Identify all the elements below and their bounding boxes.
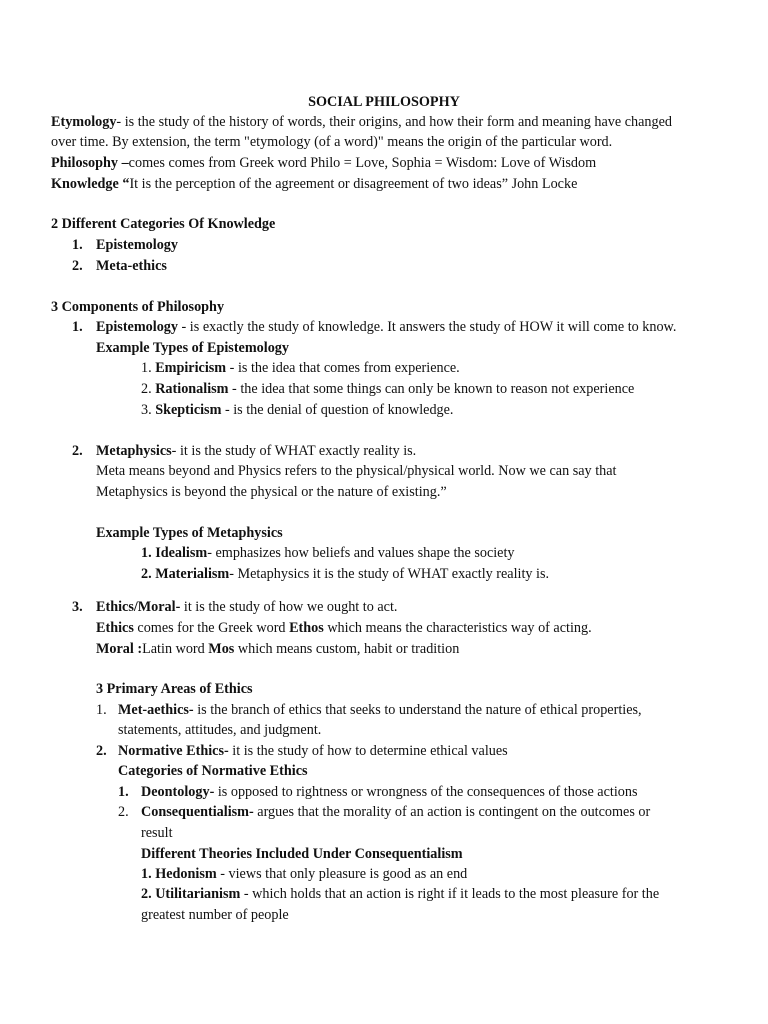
type-term: 1. Idealism [141, 545, 208, 561]
ethics-item [96, 598, 397, 616]
components-heading-text: 3 Components of Philosophy [51, 299, 225, 315]
knowledge-definition [51, 175, 577, 193]
metaphysics-term: Metaphysics [96, 443, 172, 459]
type-term: Skepticism [155, 402, 222, 418]
consequentialism-term: Consequentialism- [141, 804, 254, 820]
ethics-text: it is the study of how we ought to act. [180, 599, 398, 615]
deontology-text: is opposed to rightness or wrongness of the consequences of those actions [214, 784, 638, 800]
metaethics-term: Met-aethics- [118, 702, 194, 718]
category-item-label [96, 257, 167, 275]
list-number-text: 2. [96, 743, 107, 759]
categories-heading [51, 215, 275, 233]
components-heading [51, 298, 224, 316]
metaphysics-text: - it is the study of WHAT exactly reality is. [171, 443, 417, 459]
ethics-line3 [96, 640, 459, 658]
etymology-term: Etymology [51, 114, 117, 130]
areas-heading [96, 680, 253, 698]
type-text: - emphasizes how beliefs and values shape the society [207, 545, 515, 561]
philosophy-text: comes comes from Greek word Philo = Love, Sophia = Wisdom: Love of Wisdom [128, 155, 597, 171]
list-number: 1. [72, 237, 83, 253]
metaphysics-line2: Meta means beyond and Physics refers to the physical/physical world. Now we can say that [96, 463, 617, 479]
list-number [96, 742, 107, 760]
ethics-text2: comes for the Greek word [133, 620, 290, 636]
list-number: 3. [141, 402, 156, 418]
normative-categories-heading-text: Categories of Normative Ethics [118, 763, 308, 779]
epistemology-type [141, 380, 634, 398]
philosophy-term: Philosophy – [51, 155, 129, 171]
normative-ethics-text: it is the study of how to determine ethical values [228, 743, 508, 759]
type-text: - the idea that some things can only be known to reason not experience [228, 381, 635, 397]
type-text: - Metaphysics it is the study of WHAT exactly reality is. [229, 566, 550, 582]
etymology-text-line2: over time. By extension, the term "etymology (of a word)" means the origin of the particular word. [51, 134, 613, 150]
consequentialism-item [141, 803, 650, 821]
metaphysics-line3: Metaphysics is beyond the physical or the nature of existing.” [96, 484, 447, 500]
etymology-text: - is the study of the history of words, their origins, and how their form and meaning have changed [116, 114, 672, 130]
normative-ethics-term: Normative Ethics- [118, 743, 229, 759]
deontology-item [141, 783, 637, 801]
page-title: SOCIAL PHILOSOPHY [308, 94, 460, 110]
type-term: 2. Materialism [141, 566, 230, 582]
epistemology-types-heading [96, 339, 289, 357]
normative-categories-heading [118, 762, 308, 780]
epistemology-type [141, 359, 460, 377]
list-number-text: 2. [72, 443, 83, 459]
list-number [72, 318, 83, 336]
moral-text: Latin word [142, 641, 209, 657]
ethics-term2: Ethics [96, 620, 134, 636]
consequentialism-line2: result [141, 825, 173, 841]
consequentialism-text: argues that the morality of an action is contingent on the outcomes or [253, 804, 651, 820]
category-item-label [96, 236, 178, 254]
areas-heading-text: 3 Primary Areas of Ethics [96, 681, 253, 697]
list-number: 2. [141, 381, 156, 397]
list-number-text: 1. [72, 319, 83, 335]
epistemology-type [141, 401, 453, 419]
category-label: Epistemology [96, 237, 178, 253]
category-item [72, 257, 83, 275]
list-number: 2. [72, 258, 83, 274]
metaphysics-type [141, 565, 549, 583]
categories-heading-text: 2 Different Categories Of Knowledge [51, 216, 276, 232]
hedonism-term: 1. Hedonism [141, 866, 217, 882]
list-number [72, 598, 83, 616]
ethics-term: Ethics/Moral- [96, 599, 181, 615]
ethos-text: which means the characteristics way of acting. [323, 620, 592, 636]
metaethics-line2: statements, attitudes, and judgment. [118, 722, 322, 738]
metaethics-item [118, 701, 642, 719]
deontology-term: Deontology- [141, 784, 215, 800]
hedonism-item [141, 865, 467, 883]
category-item [72, 236, 83, 254]
list-number: 1. [96, 702, 107, 718]
list-number: 1. [141, 360, 156, 376]
list-number [118, 783, 129, 801]
metaphysics-item [96, 442, 416, 460]
metaphysics-types-heading-text: Example Types of Metaphysics [96, 525, 283, 541]
hedonism-text: - views that only pleasure is good as an end [216, 866, 468, 882]
epistemology-text: - is exactly the study of knowledge. It answers the study of HOW it will come to know. [177, 319, 677, 335]
epistemology-item [96, 318, 676, 336]
ethics-line2 [96, 619, 592, 637]
theories-heading [141, 845, 463, 863]
knowledge-term: Knowledge “ [51, 176, 130, 192]
moral-term: Moral : [96, 641, 143, 657]
utilitarianism-text: - which holds that an action is right if it leads to the most pleasure for the [240, 886, 660, 902]
ethos-term: Ethos [289, 620, 324, 636]
philosophy-definition [51, 154, 596, 172]
epistemology-term: Epistemology [96, 319, 178, 335]
list-number-text: 3. [72, 599, 83, 615]
list-number: 2. [118, 804, 129, 820]
epistemology-types-heading-text: Example Types of Epistemology [96, 340, 289, 356]
type-term: Empiricism [155, 360, 227, 376]
metaethics-text: is the branch of ethics that seeks to understand the nature of ethical properties, [193, 702, 642, 718]
metaphysics-types-heading [96, 524, 283, 542]
utilitarianism-term: 2. Utilitarianism [141, 886, 241, 902]
utilitarianism-item [141, 885, 659, 903]
category-label: Meta-ethics [96, 258, 167, 274]
utilitarianism-line2: greatest number of people [141, 907, 289, 923]
type-term: Rationalism [155, 381, 229, 397]
mos-term: Mos [208, 641, 235, 657]
list-number [72, 442, 83, 460]
theories-heading-text: Different Theories Included Under Consequentialism [141, 846, 463, 862]
normative-ethics-item [118, 742, 508, 760]
type-text: - is the denial of question of knowledge. [221, 402, 454, 418]
knowledge-text: It is the perception of the agreement or disagreement of two ideas” John Locke [129, 176, 578, 192]
etymology-definition [51, 113, 672, 131]
list-number-text: 1. [118, 784, 129, 800]
type-text: - is the idea that comes from experience. [226, 360, 460, 376]
mos-text: which means custom, habit or tradition [234, 641, 460, 657]
metaphysics-type [141, 544, 515, 562]
